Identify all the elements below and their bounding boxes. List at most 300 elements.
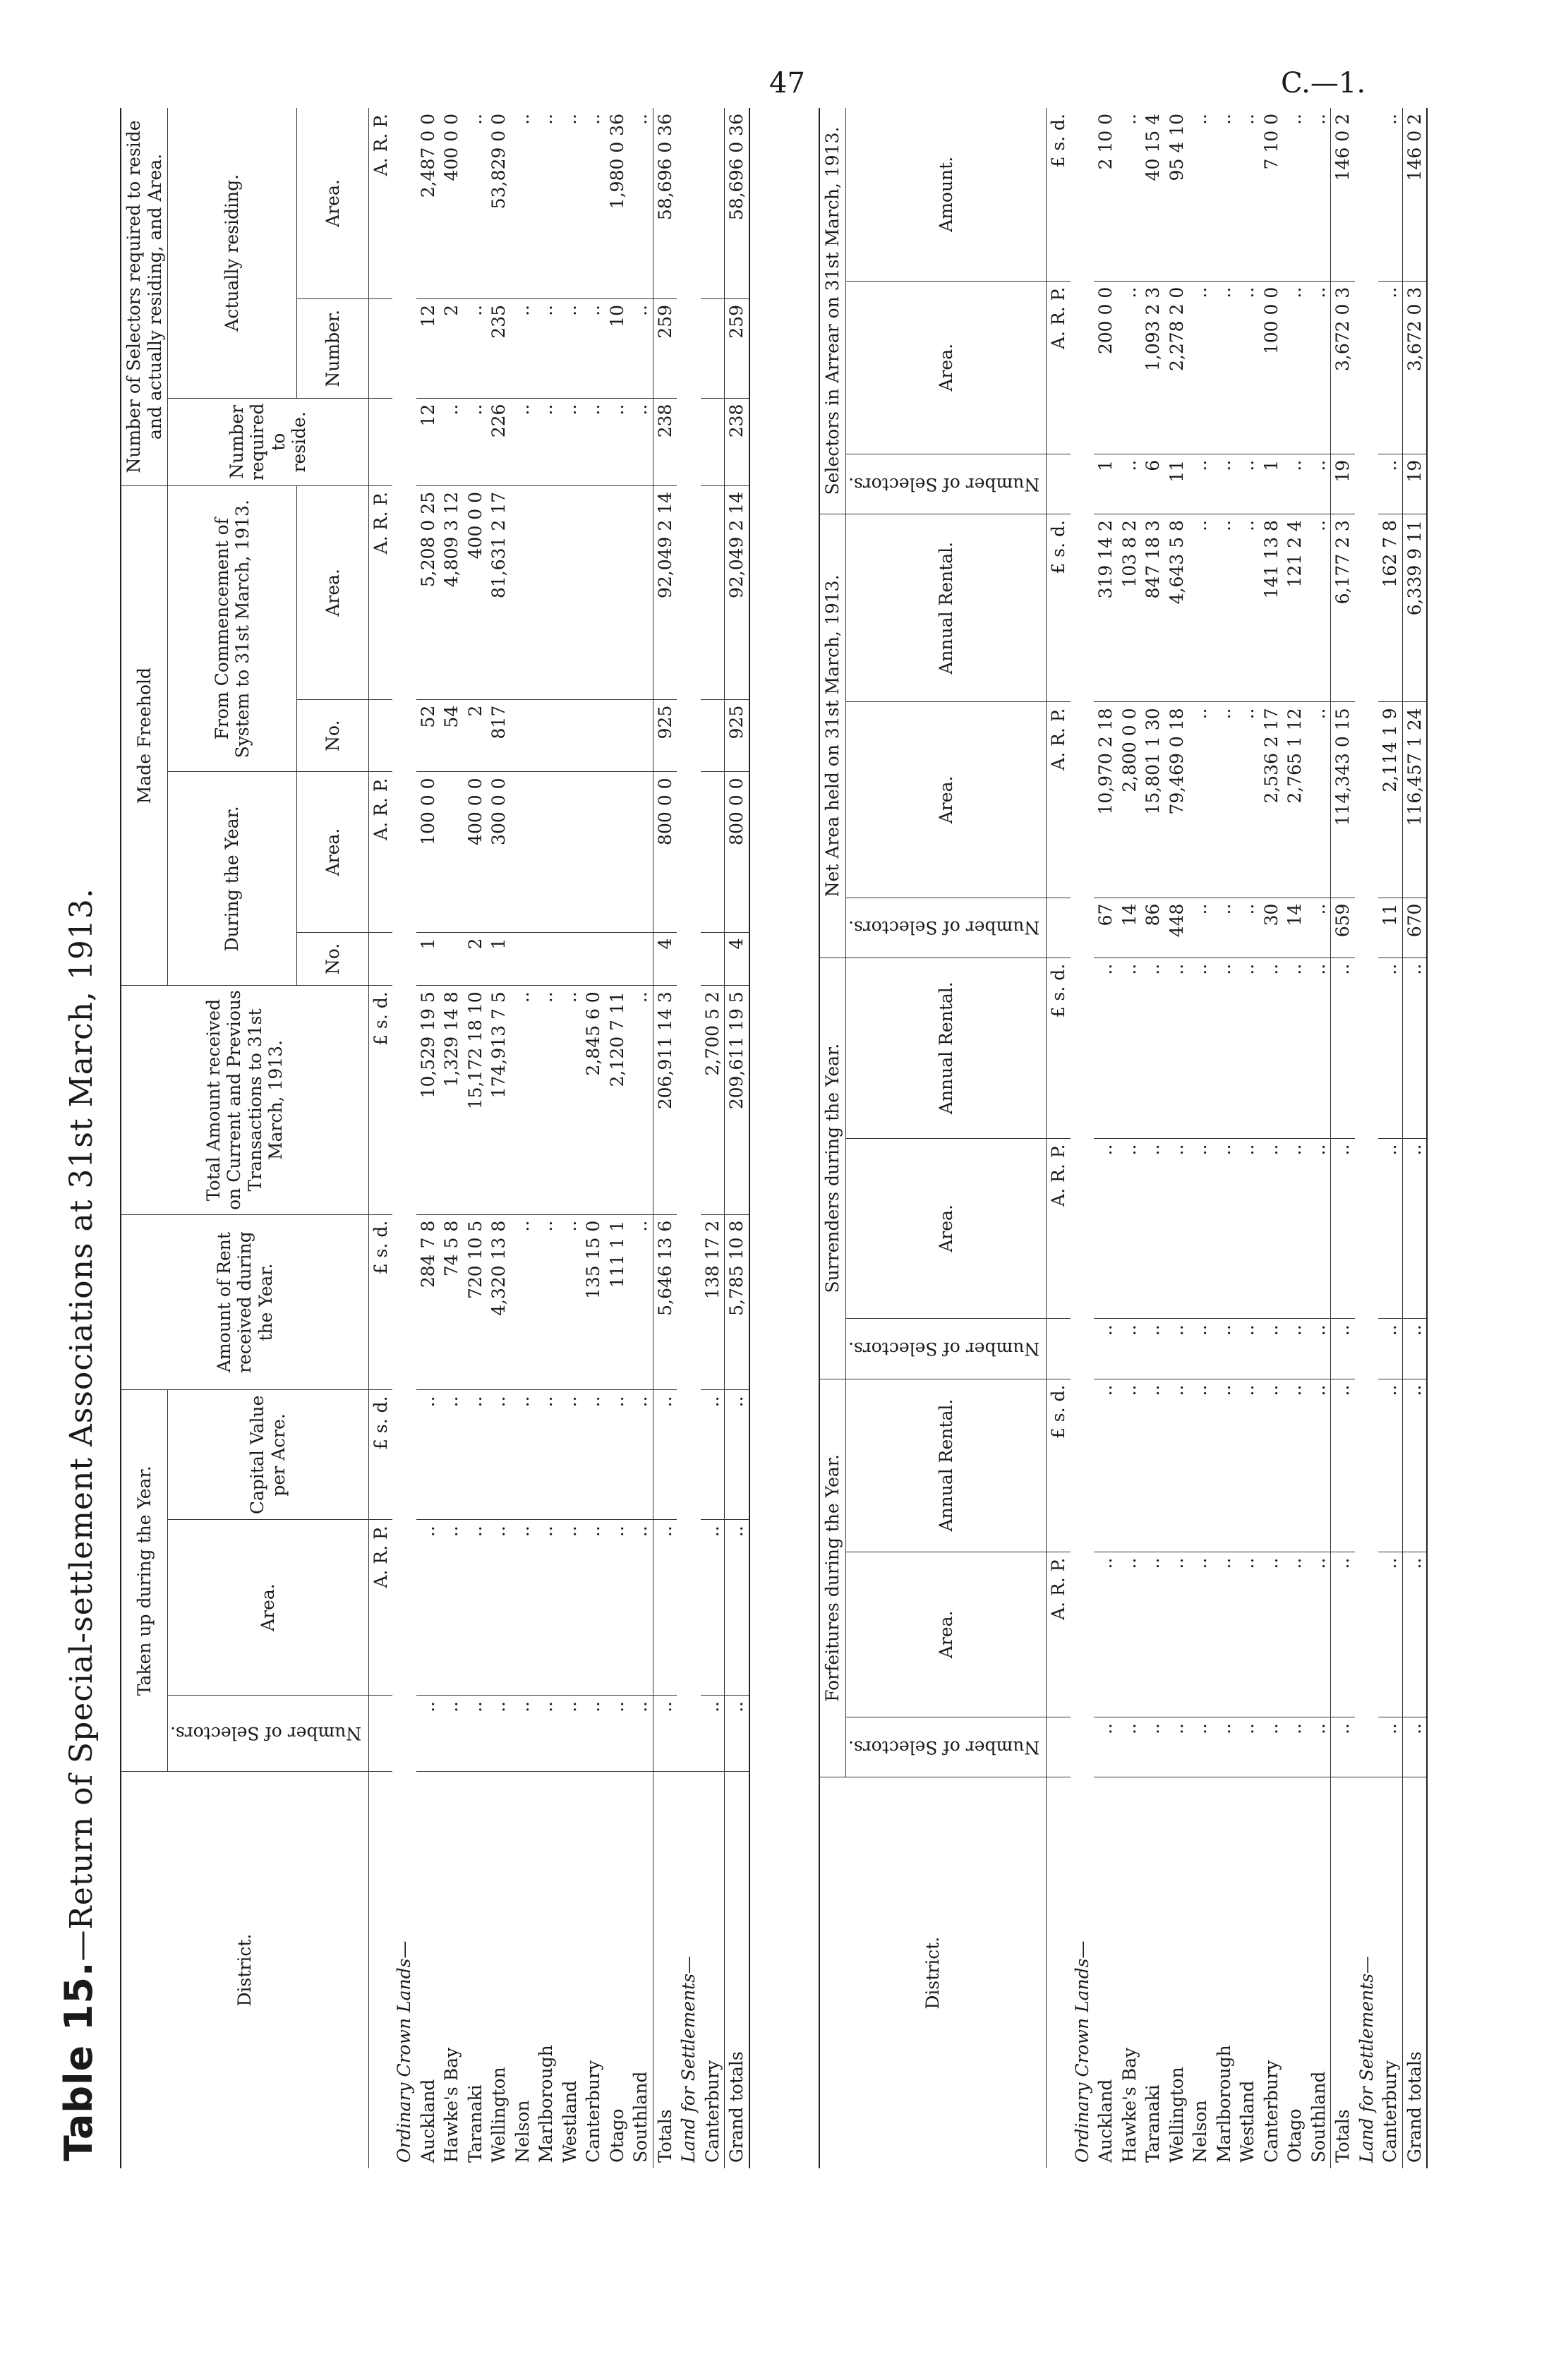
district-name: Southland — [630, 2071, 651, 2163]
col-capital-value: Capital Value per Acre. — [168, 1390, 369, 1520]
unit-lsd: £ s. d. — [1047, 1379, 1071, 1552]
cell-total: .. — [511, 986, 535, 1214]
cell-fc-area: 400 0 0 — [464, 485, 488, 699]
cell-a-sel: .. — [1212, 454, 1236, 514]
t2-body — [1094, 108, 1427, 2168]
cell-n-area: .. — [1236, 702, 1260, 898]
cell-fy-no: 4 — [653, 932, 677, 986]
cell-rent: .. — [534, 1214, 558, 1390]
col-surrenders: Surrenders during the Year. — [819, 958, 845, 1379]
district-name: Auckland — [1095, 2079, 1116, 2163]
cell-n-area: 10,970 2 18 — [1094, 702, 1118, 898]
section-settlements: Land for Settlements— — [1356, 1955, 1377, 2163]
section-row — [1355, 108, 1379, 2168]
cell-fc-area: 92,049 2 14 — [653, 485, 677, 699]
cell-res-no: .. — [511, 298, 535, 398]
col-f-area: Area. — [845, 1552, 1047, 1717]
cell-res-no: 2 — [440, 298, 464, 398]
cell-res-no: 10 — [605, 298, 629, 398]
table-label: Table 15. — [56, 1961, 101, 2161]
cell-total: 2,845 6 0 — [581, 986, 605, 1214]
cell-a-area: .. — [1236, 281, 1260, 454]
cell-fy-no: 1 — [416, 932, 440, 986]
district-name: Taranaki — [464, 2084, 486, 2163]
cell-res-no: .. — [629, 298, 653, 398]
table-row: Totals .. .. .. 5,646 13 6 206,911 14 3 4 800 0 0 925 92,049 2 14 238 259 58,696 0 36 — [653, 108, 677, 2168]
col-area: Area. — [168, 1520, 369, 1696]
col-a-sel — [845, 454, 1047, 514]
cell-a-sel: 6 — [1141, 454, 1165, 514]
district-name: Totals — [1331, 1777, 1355, 2168]
cell-fy-area — [581, 772, 605, 932]
col-taken-up: Taken up during the Year. — [121, 1390, 168, 1772]
cell-a-amt: 95 4 10 — [1165, 108, 1189, 281]
cell-res-no: 235 — [487, 298, 511, 398]
table-row: Canterbury .. .. .. .. .. .. 11 2,114 1 9 162 7 8 .. .. .. — [1378, 108, 1402, 2168]
cell-a-sel: .. — [1236, 454, 1260, 514]
unit-arp: A. R. P. — [1047, 702, 1071, 898]
cell-n-sel: .. — [1236, 898, 1260, 958]
table-row: Wellington .. .. .. .. .. .. 448 79,469 0 18 4,643 5 8 11 2,278 2 0 95 4 10 — [1165, 108, 1189, 2168]
col-district: District. — [121, 1772, 368, 2168]
cell-fy-no: 4 — [725, 932, 749, 986]
cell-fy-area: 400 0 0 — [464, 772, 488, 932]
district-name: Wellington — [488, 2067, 510, 2163]
table-row: Canterbury .. .. .. 135 15 0 2,845 6 0 .. .. .. — [581, 108, 605, 2168]
cell-n-rent: 847 18 3 — [1141, 514, 1165, 702]
cell-res-area: .. — [464, 108, 488, 298]
col-district: District. — [819, 1777, 1047, 2168]
col-res-area: Area. — [297, 108, 368, 298]
cell-fc-no — [629, 699, 653, 772]
cell-req: .. — [629, 398, 653, 485]
cell-req: 238 — [725, 398, 749, 485]
table-row: Nelson .. .. .. .. .. .. .. .. .. .. .. .. — [1188, 108, 1212, 2168]
cell-a-amt: 40 15 4 — [1141, 108, 1165, 281]
cell-a-amt: 146 0 2 — [1331, 108, 1355, 281]
district-name: Grand totals — [725, 1772, 749, 2168]
unit-arp: A. R. P. — [368, 1520, 392, 1696]
cell-a-area: .. — [1212, 281, 1236, 454]
table-row: Westland .. .. .. .. .. .. .. .. — [558, 108, 582, 2168]
district-name: Hawke's Bay — [1119, 2047, 1140, 2163]
table-row: Otago .. .. .. .. .. .. 14 2,765 1 12 121 2 4 .. .. .. — [1283, 108, 1307, 2168]
cell-fc-no: 54 — [440, 699, 464, 772]
col-fy-area: Area. — [297, 772, 368, 932]
unit-arp: A. R. P. — [1047, 1138, 1071, 1319]
cell-a-area: 3,672 0 3 — [1402, 281, 1427, 454]
cell-n-area: .. — [1307, 702, 1331, 898]
table-row: Canterbury .. .. .. 138 17 2 2,700 5 2 — [701, 108, 725, 2168]
cell-n-rent: 319 14 2 — [1094, 514, 1118, 702]
table-row: Auckland .. .. .. 284 7 8 10,529 19 5 1 100 0 0 52 5,208 0 25 12 12 2,487 0 0 — [416, 108, 440, 2168]
cell-n-rent: 6,339 9 11 — [1402, 514, 1427, 702]
cell-total: 2,120 7 11 — [605, 986, 629, 1214]
cell-req: 238 — [653, 398, 677, 485]
district-name: Canterbury — [1260, 2060, 1282, 2163]
cell-fc-area — [534, 485, 558, 699]
cell-n-sel: 67 — [1094, 898, 1118, 958]
cell-fy-area: 100 0 0 — [416, 772, 440, 932]
cell-n-rent: 141 13 8 — [1260, 514, 1284, 702]
cell-rent: .. — [629, 1214, 653, 1390]
cell-fy-area — [605, 772, 629, 932]
cell-fy-area — [440, 772, 464, 932]
table-row: Totals .. .. .. .. .. .. 659 114,343 0 15 6,177 2 3 19 3,672 0 3 146 0 2 — [1331, 108, 1355, 2168]
cell-fc-area: 5,208 0 25 — [416, 485, 440, 699]
cell-a-area: 3,672 0 3 — [1331, 281, 1355, 454]
table-row: Grand totals .. .. .. 5,785 10 8 209,611 19 5 4 800 0 0 925 92,049 2 14 238 259 58,696 0 36 — [725, 108, 749, 2168]
cell-res-no: .. — [534, 298, 558, 398]
cell-res-no: .. — [464, 298, 488, 398]
district-name: Marlborough — [536, 2045, 557, 2163]
cell-fy-no — [534, 932, 558, 986]
col-s-rent: Annual Rental. — [845, 958, 1047, 1138]
cell-n-sel: 659 — [1331, 898, 1355, 958]
cell-a-sel: 19 — [1402, 454, 1427, 514]
cell-n-area: .. — [1212, 702, 1236, 898]
cell-total: 2,700 5 2 — [701, 986, 725, 1214]
cell-n-sel: 86 — [1141, 898, 1165, 958]
unit-arp: A. R. P. — [1047, 1552, 1071, 1717]
cell-fc-area — [581, 485, 605, 699]
cell-fy-no — [558, 932, 582, 986]
col-s-area: Area. — [845, 1138, 1047, 1319]
unit-arp: A. R. P. — [368, 772, 392, 932]
district-name: Marlborough — [1213, 2045, 1234, 2163]
cell-res-no: 12 — [416, 298, 440, 398]
cell-res-no: .. — [581, 298, 605, 398]
col-s-sel — [845, 1319, 1047, 1379]
district-name: Totals — [653, 1772, 677, 2168]
cell-a-sel: 11 — [1165, 454, 1189, 514]
cell-n-rent: 4,643 5 8 — [1165, 514, 1189, 702]
cell-fy-area: 300 0 0 — [487, 772, 511, 932]
col-res-number: Number. — [297, 298, 368, 398]
col-forfeitures: Forfeitures during the Year. — [819, 1379, 845, 1777]
cell-req: .. — [511, 398, 535, 485]
table-title-text: —Return of Special-settlement Associations at 31st March, 1913. — [64, 888, 100, 1962]
cell-res-area: .. — [581, 108, 605, 298]
cell-a-area: .. — [1188, 281, 1212, 454]
cell-fc-no — [558, 699, 582, 772]
cell-res-area: .. — [629, 108, 653, 298]
cell-req: 12 — [416, 398, 440, 485]
cell-fy-area — [558, 772, 582, 932]
s-sel-label: Number of Selectors. — [848, 1339, 1039, 1360]
district-name: Canterbury — [1380, 2060, 1401, 2163]
cell-a-sel: .. — [1307, 454, 1331, 514]
unit-arp: A. R. P. — [368, 485, 392, 699]
cell-a-sel: .. — [1118, 454, 1142, 514]
cell-total: 206,911 14 3 — [653, 986, 677, 1214]
col-selectors-required: Number of Selectors required to reside and actually residing, and Area. — [121, 108, 168, 485]
section-row — [1071, 108, 1095, 2168]
a-sel-label: Number of Selectors. — [848, 473, 1039, 495]
cell-n-area: 2,114 1 9 — [1378, 702, 1402, 898]
col-arrear: Selectors in Arrear on 31st March, 1913. — [819, 108, 845, 514]
cell-a-area: 2,278 2 0 — [1165, 281, 1189, 454]
col-number-required: Number required to reside. — [168, 398, 369, 485]
unit-arp: A. R. P. — [368, 108, 392, 298]
cell-n-rent: .. — [1188, 514, 1212, 702]
cell-n-area: 2,536 2 17 — [1260, 702, 1284, 898]
cell-a-amt: .. — [1283, 108, 1307, 281]
cell-total: .. — [558, 986, 582, 1214]
cell-fc-no — [534, 699, 558, 772]
cell-res-no: .. — [558, 298, 582, 398]
unit-lsd: £ s. d. — [1047, 108, 1071, 281]
cell-fc-no: 925 — [653, 699, 677, 772]
cell-fy-no — [605, 932, 629, 986]
cell-rent: 74 5 8 — [440, 1214, 464, 1390]
unit-lsd: £ s. d. — [1047, 958, 1071, 1138]
cell-a-sel: 19 — [1331, 454, 1355, 514]
unit-lsd: £ s. d. — [1047, 514, 1071, 702]
cell-fy-no: 2 — [464, 932, 488, 986]
cell-n-rent: .. — [1236, 514, 1260, 702]
cell-fc-no: 817 — [487, 699, 511, 772]
col-made-freehold: Made Freehold — [121, 485, 168, 985]
cell-a-amt: 7 10 0 — [1260, 108, 1284, 281]
cell-fc-area — [511, 485, 535, 699]
col-a-area: Area. — [845, 281, 1047, 454]
table-title — [56, 888, 101, 2161]
cell-fy-no: 1 — [487, 932, 511, 986]
table-row: Westland .. .. .. .. .. .. .. .. .. .. .. .. — [1236, 108, 1260, 2168]
cell-a-area: .. — [1283, 281, 1307, 454]
cell-n-sel: .. — [1188, 898, 1212, 958]
table-row: Marlborough .. .. .. .. .. .. .. .. .. .. .. .. — [1212, 108, 1236, 2168]
cell-n-sel: 14 — [1283, 898, 1307, 958]
cell-a-area: .. — [1307, 281, 1331, 454]
cell-fy-no — [440, 932, 464, 986]
table-row: Otago .. .. .. 111 1 1 2,120 7 11 .. 10 1,980 0 36 — [605, 108, 629, 2168]
cell-n-area: .. — [1188, 702, 1212, 898]
cell-n-rent: .. — [1212, 514, 1236, 702]
unit-lsd: £ s. d. — [368, 1214, 392, 1390]
cell-fc-no: 52 — [416, 699, 440, 772]
cell-fc-area: 92,049 2 14 — [725, 485, 749, 699]
col-total-amount: Total Amount received on Current and Previous Transactions to 31st March, 1913. — [121, 986, 368, 1214]
col-net-area: Net Area held on 31st March, 1913. — [819, 514, 845, 958]
cell-fc-no — [581, 699, 605, 772]
t1-body — [416, 108, 749, 2168]
cell-fy-area — [629, 772, 653, 932]
unit-lsd: £ s. d. — [368, 1390, 392, 1520]
table-row: Auckland .. .. .. .. .. .. 67 10,970 2 18 319 14 2 1 200 0 0 2 10 0 — [1094, 108, 1118, 2168]
table-row: Nelson .. .. .. .. .. .. .. .. — [511, 108, 535, 2168]
cell-n-rent: 162 7 8 — [1378, 514, 1402, 702]
table-row: Southland .. .. .. .. .. .. .. .. — [629, 108, 653, 2168]
cell-req: .. — [581, 398, 605, 485]
cell-a-amt: 146 0 2 — [1402, 108, 1427, 281]
cell-fc-area — [558, 485, 582, 699]
cell-rent: 135 15 0 — [581, 1214, 605, 1390]
settlement-table-upper — [120, 108, 750, 2168]
cell-fc-no — [511, 699, 535, 772]
cell-rent: 284 7 8 — [416, 1214, 440, 1390]
table-row: Marlborough .. .. .. .. .. .. .. .. — [534, 108, 558, 2168]
col-f-sel — [845, 1717, 1047, 1777]
cell-n-area: 116,457 1 24 — [1402, 702, 1427, 898]
cell-res-area: 53,829 0 0 — [487, 108, 511, 298]
cell-a-sel: .. — [1188, 454, 1212, 514]
cell-total: 15,172 18 10 — [464, 986, 488, 1214]
cell-total: 1,329 14 8 — [440, 986, 464, 1214]
cell-a-amt: .. — [1236, 108, 1260, 281]
f-sel-label: Number of Selectors. — [848, 1736, 1039, 1758]
cell-fy-no — [581, 932, 605, 986]
cell-rent: 111 1 1 — [605, 1214, 629, 1390]
cell-fy-no — [511, 932, 535, 986]
cell-n-rent: 103 8 2 — [1118, 514, 1142, 702]
cell-a-area: 1,093 2 3 — [1141, 281, 1165, 454]
col-from-commencement: From Commencement of System to 31st March, 1913. — [168, 485, 297, 772]
cell-a-sel: .. — [1283, 454, 1307, 514]
col-fc-area: Area. — [297, 485, 368, 699]
district-name: Grand totals — [1402, 1777, 1427, 2168]
cell-n-sel: 30 — [1260, 898, 1284, 958]
cell-a-amt: .. — [1307, 108, 1331, 281]
cell-req: .. — [605, 398, 629, 485]
cell-res-no: 259 — [653, 298, 677, 398]
cell-res-area: .. — [534, 108, 558, 298]
table-row: Southland .. .. .. .. .. .. .. .. .. .. .. .. — [1307, 108, 1331, 2168]
cell-a-sel: 1 — [1094, 454, 1118, 514]
cell-req: .. — [534, 398, 558, 485]
cell-rent: 720 10 5 — [464, 1214, 488, 1390]
unit-lsd: £ s. d. — [368, 986, 392, 1214]
cell-total: 174,913 7 5 — [487, 986, 511, 1214]
table-row: Grand totals .. .. .. .. .. .. 670 116,457 1 24 6,339 9 11 19 3,672 0 3 146 0 2 — [1402, 108, 1427, 2168]
cell-res-area: .. — [558, 108, 582, 298]
units-row — [368, 108, 392, 2168]
cell-fy-area — [511, 772, 535, 932]
n-sel-label: Number of Selectors. — [848, 917, 1039, 938]
col-a-amt: Amount. — [845, 108, 1047, 281]
district-name: Taranaki — [1143, 2084, 1164, 2163]
table-row: Taranaki .. .. .. 720 10 5 15,172 18 10 2 400 0 0 2 400 0 0 .. .. .. — [464, 108, 488, 2168]
cell-fy-area: 800 0 0 — [653, 772, 677, 932]
cell-a-amt: .. — [1212, 108, 1236, 281]
section-settlements: Land for Settlements— — [678, 1955, 699, 2163]
section-ordinary: Ordinary Crown Lands— — [394, 1940, 415, 2163]
cell-res-area: .. — [511, 108, 535, 298]
cell-n-sel: 448 — [1165, 898, 1189, 958]
cell-req: 226 — [487, 398, 511, 485]
cell-fc-no: 2 — [464, 699, 488, 772]
cell-a-amt: .. — [1118, 108, 1142, 281]
cell-rent: 5,785 10 8 — [725, 1214, 749, 1390]
cell-n-rent: 6,177 2 3 — [1331, 514, 1355, 702]
cell-n-sel: .. — [1212, 898, 1236, 958]
cell-n-area: 79,469 0 18 — [1165, 702, 1189, 898]
district-name: Canterbury — [701, 2060, 723, 2163]
district-name: Wellington — [1166, 2067, 1187, 2163]
col-n-area: Area. — [845, 702, 1047, 898]
cell-a-sel: .. — [1378, 454, 1402, 514]
col-during-year: During the Year. — [168, 772, 297, 986]
cell-req: .. — [440, 398, 464, 485]
settlement-table-lower — [819, 108, 1428, 2168]
cell-fc-no — [605, 699, 629, 772]
district-name: Westland — [1237, 2080, 1258, 2163]
cell-a-amt: .. — [1188, 108, 1212, 281]
district-name: Hawke's Bay — [441, 2047, 462, 2163]
section-ordinary: Ordinary Crown Lands— — [1071, 1940, 1092, 2163]
cell-req: .. — [558, 398, 582, 485]
district-name: Nelson — [1190, 2100, 1211, 2163]
col-n-sel — [845, 898, 1047, 958]
table-row: Taranaki .. .. .. .. .. .. 86 15,801 1 30 847 18 3 6 1,093 2 3 40 15 4 — [1141, 108, 1165, 2168]
num-selectors-label: Number of Selectors. — [170, 1723, 362, 1744]
col-fy-no: No. — [297, 932, 368, 986]
cell-fy-no — [629, 932, 653, 986]
cell-n-area: 2,765 1 12 — [1283, 702, 1307, 898]
col-num-selectors — [168, 1696, 369, 1772]
cell-fc-area — [605, 485, 629, 699]
col-f-rent: Annual Rental. — [845, 1379, 1047, 1552]
district-name: Southland — [1308, 2071, 1329, 2163]
cell-n-area: 15,801 1 30 — [1141, 702, 1165, 898]
col-actually-residing: Actually residing. — [168, 108, 297, 398]
cell-a-area: .. — [1378, 281, 1402, 454]
district-name: Canterbury — [583, 2060, 604, 2163]
cell-fc-area: 4,809 3 12 — [440, 485, 464, 699]
cell-total: .. — [534, 986, 558, 1214]
section-row — [392, 108, 416, 2168]
district-name: Otago — [1284, 2108, 1306, 2163]
cell-n-rent: .. — [1307, 514, 1331, 702]
cell-n-area: 2,800 0 0 — [1118, 702, 1142, 898]
district-name: Westland — [559, 2080, 580, 2163]
cell-n-rent: 121 2 4 — [1283, 514, 1307, 702]
cell-fc-area: 81,631 2 17 — [487, 485, 511, 699]
table-row: Canterbury .. .. .. .. .. .. 30 2,536 2 17 141 13 8 1 100 0 0 7 10 0 — [1260, 108, 1284, 2168]
cell-res-area: 400 0 0 — [440, 108, 464, 298]
cell-req: .. — [464, 398, 488, 485]
district-name: Nelson — [512, 2100, 533, 2163]
units-row — [1047, 108, 1071, 2168]
cell-fc-area — [629, 485, 653, 699]
cell-n-area: 114,343 0 15 — [1331, 702, 1355, 898]
page-number: 47 — [769, 67, 805, 99]
cell-rent: 4,320 13 8 — [487, 1214, 511, 1390]
cell-n-sel: 11 — [1378, 898, 1402, 958]
cell-a-sel: 1 — [1260, 454, 1284, 514]
cell-res-area: 2,487 0 0 — [416, 108, 440, 298]
section-row — [677, 108, 701, 2168]
cell-a-amt: 2 10 0 — [1094, 108, 1118, 281]
table-row: Wellington .. .. .. 4,320 13 8 174,913 7 5 1 300 0 0 817 81,631 2 17 226 235 53,829 0 0 — [487, 108, 511, 2168]
cell-total: 10,529 19 5 — [416, 986, 440, 1214]
cell-n-sel: 670 — [1402, 898, 1427, 958]
cell-a-area: .. — [1118, 281, 1142, 454]
cell-res-no: 259 — [725, 298, 749, 398]
unit-arp: A. R. P. — [1047, 281, 1071, 454]
cell-total: .. — [629, 986, 653, 1214]
cell-res-area: 1,980 0 36 — [605, 108, 629, 298]
cell-res-area: 58,696 0 36 — [653, 108, 677, 298]
cell-rent: .. — [511, 1214, 535, 1390]
table-row: Hawke's Bay .. .. .. 74 5 8 1,329 14 8 54 4,809 3 12 .. 2 400 0 0 — [440, 108, 464, 2168]
cell-fy-area: 800 0 0 — [725, 772, 749, 932]
cell-rent: .. — [558, 1214, 582, 1390]
cell-a-amt: .. — [1378, 108, 1402, 281]
cell-n-sel: 14 — [1118, 898, 1142, 958]
district-name: Auckland — [417, 2079, 438, 2163]
